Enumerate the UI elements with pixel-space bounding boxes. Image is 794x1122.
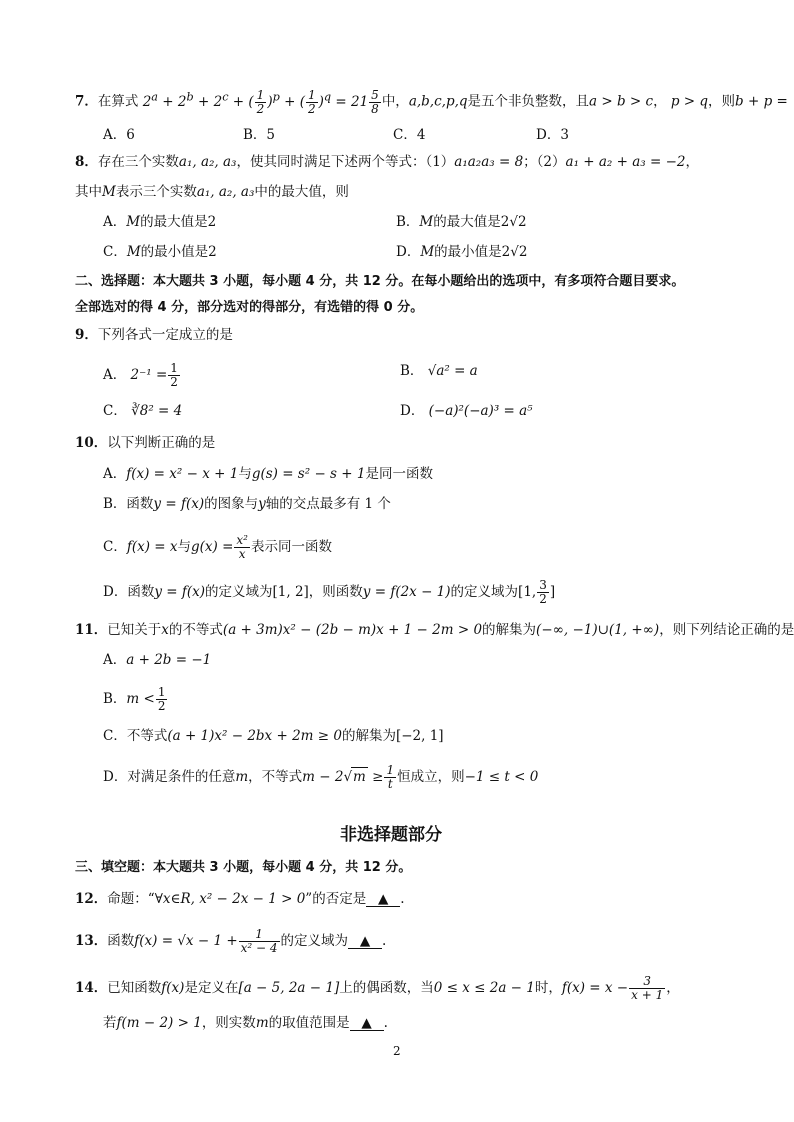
q11-option-c: C．不等式(a + 1)x² − 2bx + 2m ≥ 0的解集为[−2, 1]	[103, 728, 444, 744]
q10-number: 10．	[75, 435, 108, 451]
q8-option-c: C．M的最小值是2	[103, 244, 217, 260]
q9-option-c: C． ∛8² = 4	[103, 403, 183, 419]
q9-stem: 9．下列各式一定成立的是	[75, 327, 233, 343]
q13-answer-blank[interactable]: ▲	[348, 934, 382, 949]
q9-option-d: D． (−a)²(−a)³ = a⁵	[400, 403, 533, 419]
q9-option-b: B． √a² = a	[400, 363, 478, 379]
q14-answer-blank[interactable]: ▲	[350, 1016, 384, 1031]
q7-option-d: D．3	[536, 127, 569, 143]
q8-option-a: A．M的最大值是2	[103, 214, 217, 230]
q7-number: 7．	[75, 93, 98, 110]
q14-number: 14．	[75, 980, 108, 996]
q11-stem: 11．已知关于x的不等式(a + 3m)x² − (2b − m)x + 1 − 2m > 0的解集为(−∞, −1)∪(1, +∞)，则下列结论正确的是	[75, 622, 794, 638]
q8-stem: 8．存在三个实数a₁, a₂, a₃，使其同时满足下述两个等式：（1）a₁a₂a₃ = 8；（2）a₁ + a₂ + a₃ = −2，	[75, 154, 699, 170]
q8-number: 8．	[75, 154, 98, 170]
q10-option-a: A．f(x) = x² − x + 1与g(s) = s² − s + 1是同一函数	[103, 466, 433, 482]
q10-option-d: D．函数y = f(x)的定义域为[1, 2]，则函数y = f(2x − 1)的定义域为[1, $\frac{3}{2}$ ]	[103, 578, 556, 606]
q8-option-b: B．M的最大值是2√2	[396, 214, 527, 230]
q12-number: 12．	[75, 891, 108, 907]
part-title: 非选择题部分	[340, 825, 442, 845]
q12-stem: 12．命题：“∀x∈R, x² − 2x − 1 > 0”的否定是 ▲ .	[75, 891, 405, 907]
q7-option-b: B．5	[243, 127, 276, 143]
q7-option-a: A．6	[103, 127, 135, 143]
page-number: 2	[393, 1044, 401, 1058]
q10-option-c: C．f(x) = x与g(x) = $\frac{\text{x²}}{x}$ 表示同一函数	[103, 533, 332, 561]
q7-option-c: C．4	[393, 127, 426, 143]
q12-answer-blank[interactable]: ▲	[366, 892, 400, 907]
section2-heading-line2: 全部选对的得 4 分，部分选对的得部分，有选错的得 0 分。	[75, 300, 424, 315]
q13-number: 13．	[75, 933, 108, 949]
q11-option-d: D．对满足条件的任意m，不等式m − 2√m ≥ $\frac{1}{t}$ 恒成立，则−1 ≤ t < 0	[103, 763, 539, 791]
q11-number: 11．	[75, 622, 108, 638]
q11-option-a: A．a + 2b = −1	[103, 652, 212, 668]
q8-stem-line2: 其中M表示三个实数a₁, a₂, a₃中的最大值，则	[75, 184, 349, 200]
section2-heading: 二、选择题：本大题共 3 小题，每小题 4 分，共 12 分。在每小题给出的选项中，有多项符合题目要求。	[75, 274, 685, 289]
q10-option-b: B．函数y = f(x)的图象与y轴的交点最多有 1 个	[103, 496, 391, 512]
q13-stem: 13．函数f(x) = √x − 1 + $\frac{1}{\text{x² − 4}}$ 的定义域为 ▲ .	[75, 927, 387, 955]
section3-heading: 三、填空题：本大题共 3 小题，每小题 4 分，共 12 分。	[75, 860, 412, 875]
q11-option-b: B．m < $\frac{1}{2}$	[103, 685, 166, 713]
q10-stem: 10．以下判断正确的是	[75, 435, 216, 451]
q7-equation: $2^a + 2^b + 2^c$ + ( $\frac{1}{2}$ )$^p$ + ( $\frac{1}{2}$ )$^q$ = 21 $\frac{5}{8}$	[142, 87, 379, 116]
q9-number: 9．	[75, 327, 98, 343]
q14-stem-line2: 若f(m − 2) > 1，则实数m的取值范围是 ▲ .	[103, 1015, 388, 1031]
q8-option-d: D．M的最小值是2√2	[396, 244, 528, 260]
q14-stem: 14．已知函数f(x)是定义在[a − 5, 2a − 1]上的偶函数，当0 ≤ x ≤ 2a − 1时，f(x) = x − $\frac{3}{x + 1}$ ，	[75, 974, 680, 1002]
q9-option-a: A． 2⁻¹ = $\frac{1}{2}$	[103, 361, 178, 389]
q7-stem: 7．在算式 $2^a + 2^b + 2^c$ + ( $\frac{1}{2}$ )$^p$ + ( $\frac{1}{2}$ )$^q$ = 21 $\frac{5}{8}$ 中，a,b,c,p,q是五个非负整数，且a > b > c， p > q，则b + p =	[75, 87, 788, 116]
